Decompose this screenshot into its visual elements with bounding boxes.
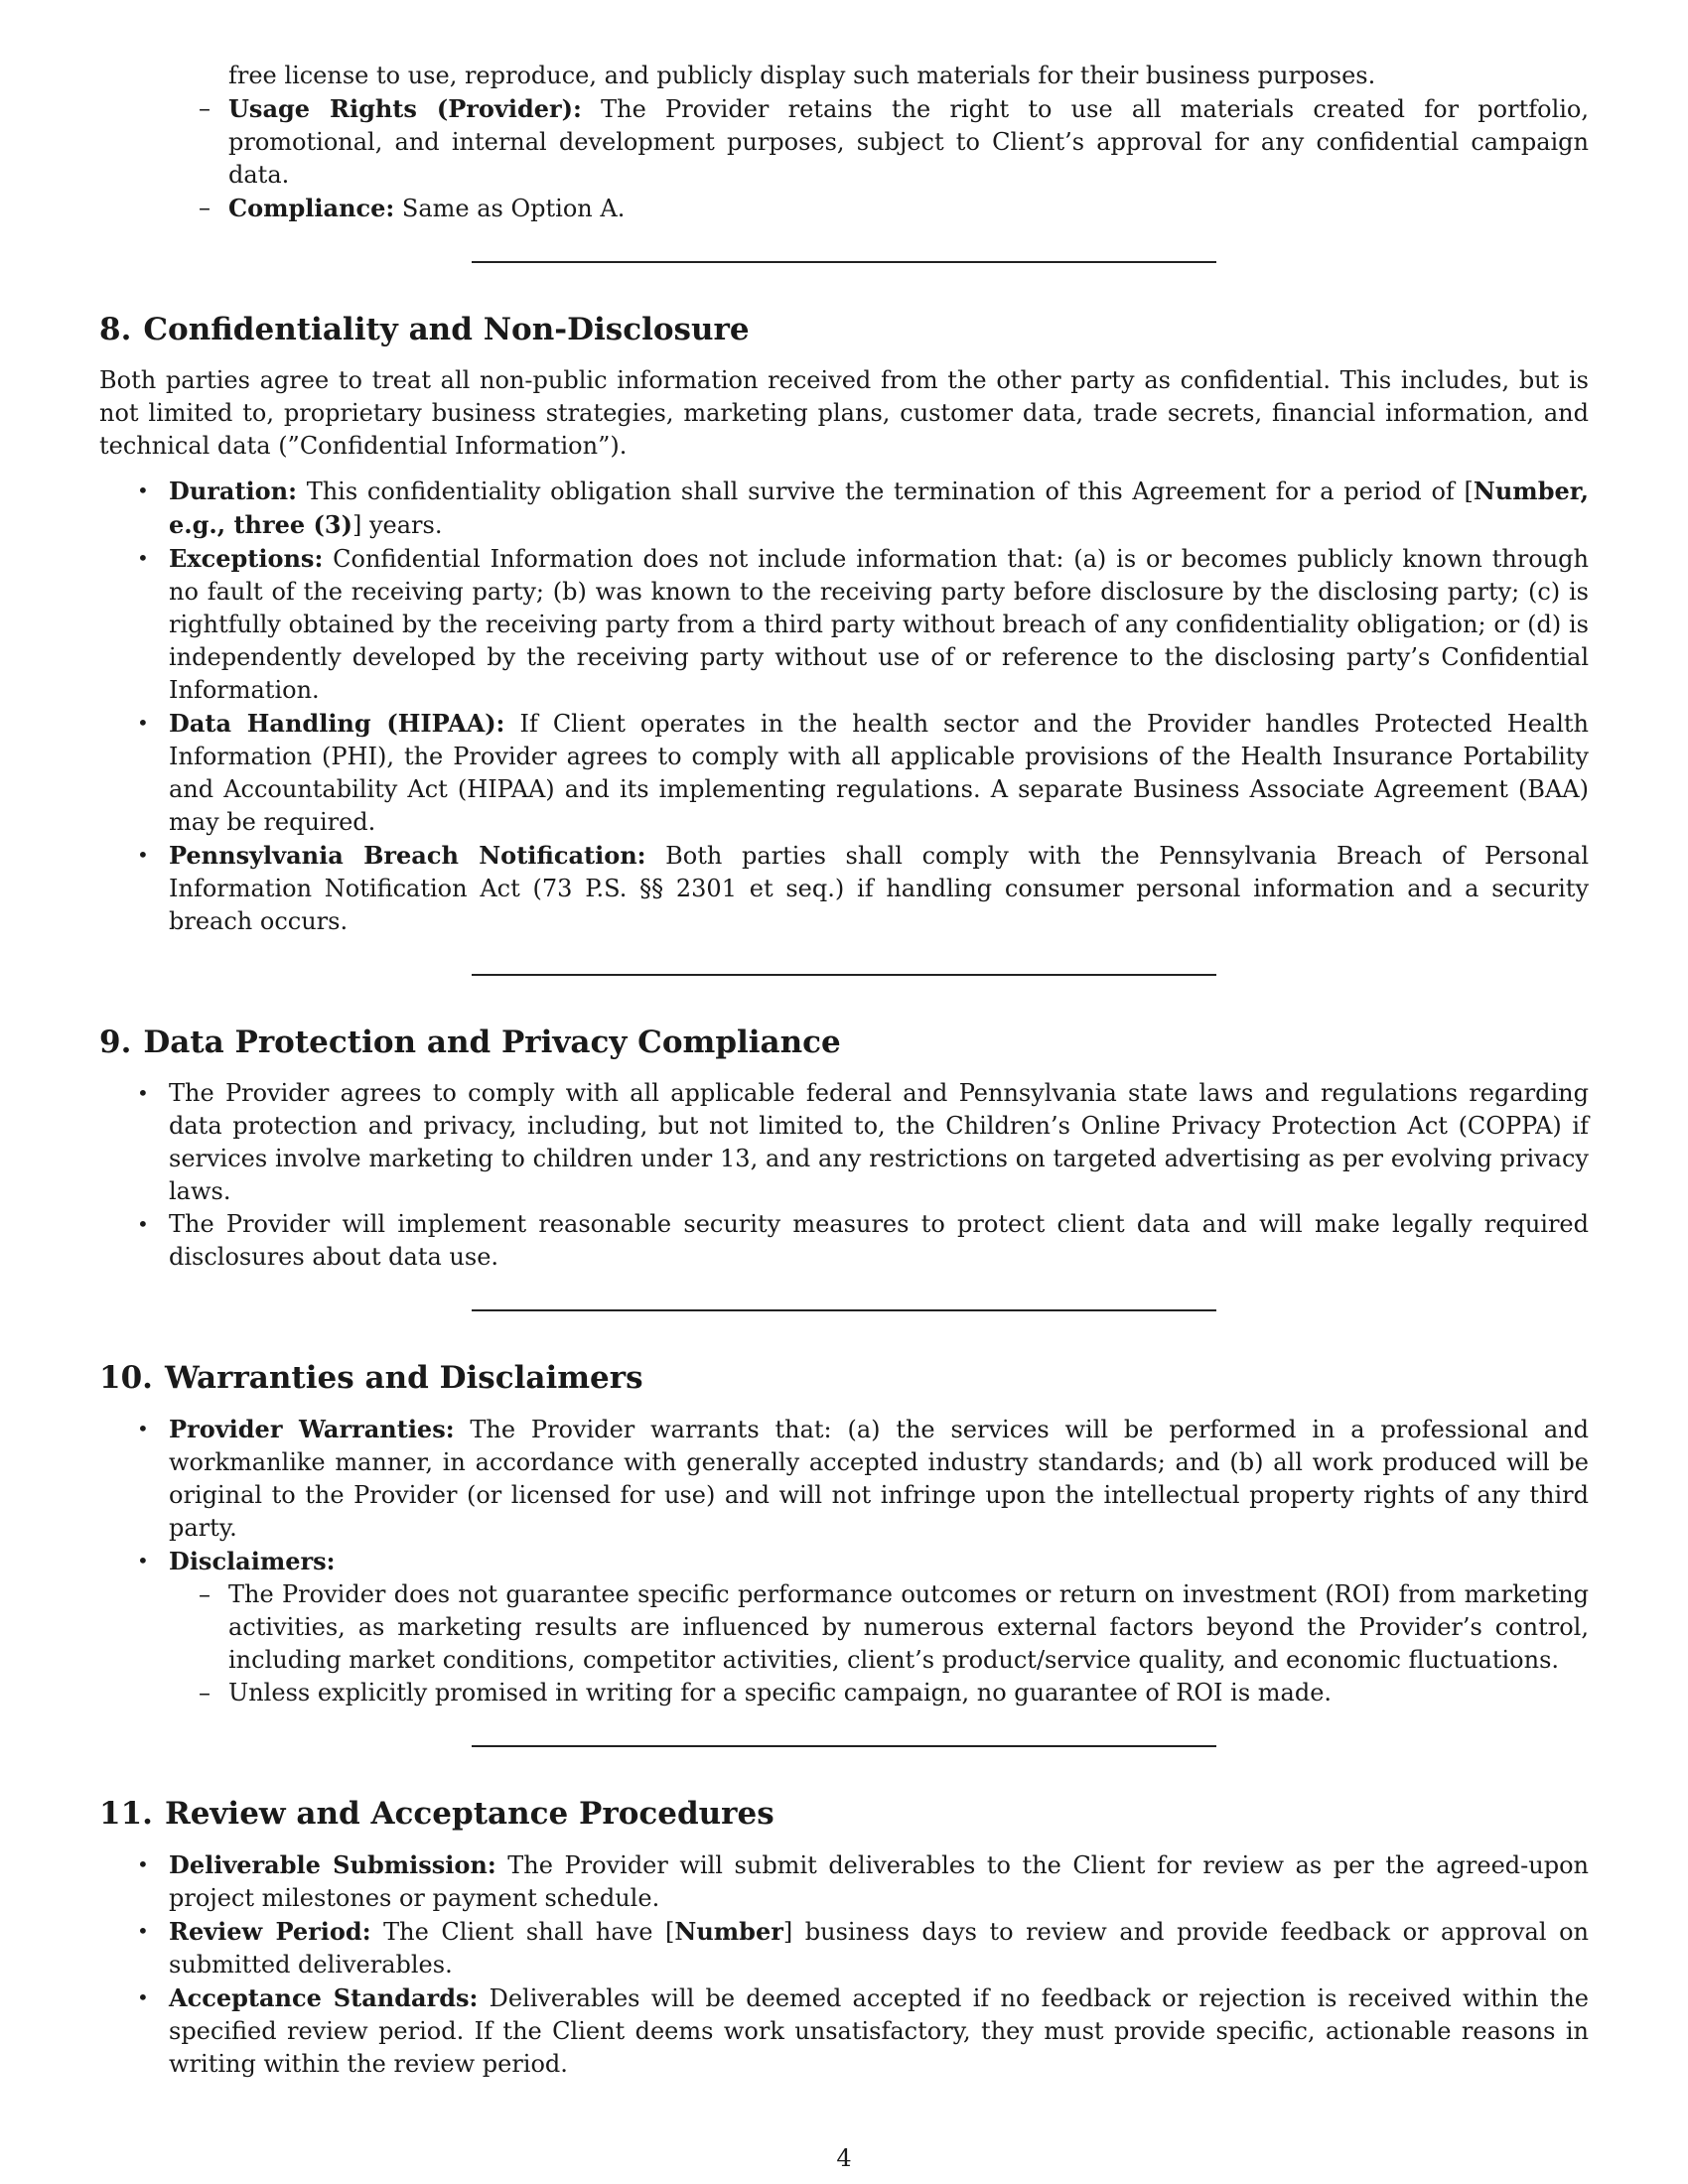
usage-list [99, 92, 1589, 225]
list-item [99, 92, 1589, 192]
page-content [99, 60, 1589, 2081]
bullet-marker: • [137, 711, 149, 735]
list-item: • Review Period: The Client shall have [Number] business days to review and provide feedback or approval on submitted deliverables. [137, 1917, 1590, 1979]
item-label: Usage Rights (Provider): [228, 94, 582, 123]
dash-marker: – [199, 94, 211, 122]
section-heading-10: 10. Warranties and Disclaimers [99, 1360, 643, 1396]
dash-marker: – [199, 1679, 211, 1706]
section-heading-8: 8. Confidentiality and Non-Disclosure [99, 312, 750, 347]
item-text: The Provider retains the right to use all materials created for portfolio, promotional, and internal development purposes, subject to Client’s approval for any confidential campaign data. [228, 95, 1589, 189]
continuation-text: free license to use, reproduce, and publicly display such materials for their business purposes. [228, 62, 1376, 89]
item-text: Same as Option A. [401, 195, 626, 222]
bullet-marker: • [137, 478, 149, 502]
dash-marker: – [199, 1580, 211, 1608]
list-item: – Unless explicitly promised in writing for a specific campaign, no guarantee of ROI is made. [169, 1677, 1589, 1709]
list-item: • The Provider will implement reasonable security measures to protect client data and will make legally required disclosures about data use. [137, 1210, 1589, 1271]
list-item: – The Provider does not guarantee specific performance outcomes or return on investment (ROI) from marketing activities, as marketing results are influenced by numerous external factors beyond the Provider’s control, including market conditions, competitor activities, client’s product/service quality, and economic fluctuations. [199, 1580, 1589, 1674]
disclaimers-sublist [169, 1578, 1589, 1709]
bullet-marker: • [137, 1985, 149, 2009]
section-10-list [99, 1413, 1589, 1709]
list-item: • Disclaimers: – The Provider does not guarantee specific performance outcomes or return on investment (ROI) from marketing activities, as marketing results are influenced by numerous external factors beyond the Provider’s control, including market conditions, competitor activities, client’s product/service quality, and economic fluctuations. – Unless explicitly promised in writing for a specific campaign, no guarantee of ROI is made. [99, 1545, 1589, 1709]
dash-marker: – [199, 194, 211, 221]
section-11-list [99, 1848, 1589, 2081]
section-divider [472, 1745, 1216, 1747]
section-9-list [99, 1077, 1589, 1274]
list-item: • Pennsylvania Breach Notification: Both parties shall comply with the Pennsylvania Breach of Personal Information Notification Act (73 P.S. §§ 2301 et seq.) if handling consumer personal information and a security breach occurs. [137, 841, 1589, 935]
section-8-list [99, 475, 1589, 938]
list-item: • Provider Warranties: The Provider warrants that: (a) the services will be performed in a professional and workmanlike manner, in accordance with generally accepted industry standards; and (b) all work produced will be original to the Provider (or licensed for use) and will not infringe upon the intellectual property rights of any third party. [137, 1415, 1589, 1542]
item-label: Compliance: [228, 194, 395, 222]
list-item: • Duration: This confidentiality obligation shall survive the termination of this Agreement for a period of [Number, e.g., three (3)] years. [137, 477, 1589, 539]
section-divider [472, 1309, 1216, 1311]
list-item: • The Provider agrees to comply with all applicable federal and Pennsylvania state laws and regulations regarding data protection and privacy, including, but not limited to, the Children’s Online Privacy Protection Act (COPPA) if services involve marketing to children under 13, and any restrictions on targeted advertising as per evolving privacy laws. [137, 1079, 1589, 1205]
section-divider [472, 974, 1216, 976]
list-item: • Data Handling (HIPAA): If Client operates in the health sector and the Provider handles Protected Health Information (PHI), the Provider agrees to comply with all applicable provisions of the Health Insurance Portability and Accountability Act (HIPAA) and its implementing regulations. A separate Business Associate Agreement (BAA) may be required. [137, 709, 1589, 836]
section-heading-9: 9. Data Protection and Privacy Compliance [99, 1024, 841, 1060]
bullet-marker: • [137, 1081, 149, 1105]
bullet-marker: • [137, 1852, 149, 1876]
list-item: • Deliverable Submission: The Provider will submit deliverables to the Client for review as per the agreed-upon project milestones or payment schedule. [137, 1850, 1589, 1912]
bullet-marker: • [137, 1212, 149, 1236]
section-divider [472, 261, 1216, 263]
bullet-marker: • [137, 546, 149, 570]
list-item: • Exceptions: Confidential Information does not include information that: (a) is or becomes publicly known through no fault of the receiving party; (b) was known to the receiving party before disclosure by the disclosing party; (c) is rightfully obtained by the receiving party from a third party without breach of any confidentiality obligation; or (d) is independently developed by the receiving party without use of or reference to the disclosing party’s Confidential Information. [137, 544, 1589, 704]
section-heading-11: 11. Review and Acceptance Procedures [99, 1796, 774, 1832]
bullet-marker: • [137, 843, 149, 867]
bullet-marker: • [137, 1549, 149, 1572]
list-item: • Acceptance Standards: Deliverables will be deemed accepted if no feedback or rejection is received within the specified review period. If the Client deems work unsatisfactory, they must provide specific, actionable reasons in writing within the review period. [137, 1983, 1589, 2078]
bullet-marker: • [137, 1919, 149, 1943]
page-number: 4 [836, 2144, 852, 2172]
list-item [99, 192, 1589, 225]
section-8-intro: Both parties agree to treat all non-public information received from the other party as confidential. This includes, but is not limited to, proprietary business strategies, marketing plans, customer data, trade secrets, financial information, and technical data (”Confidential Information”). [99, 366, 1589, 460]
bullet-marker: • [137, 1417, 149, 1440]
